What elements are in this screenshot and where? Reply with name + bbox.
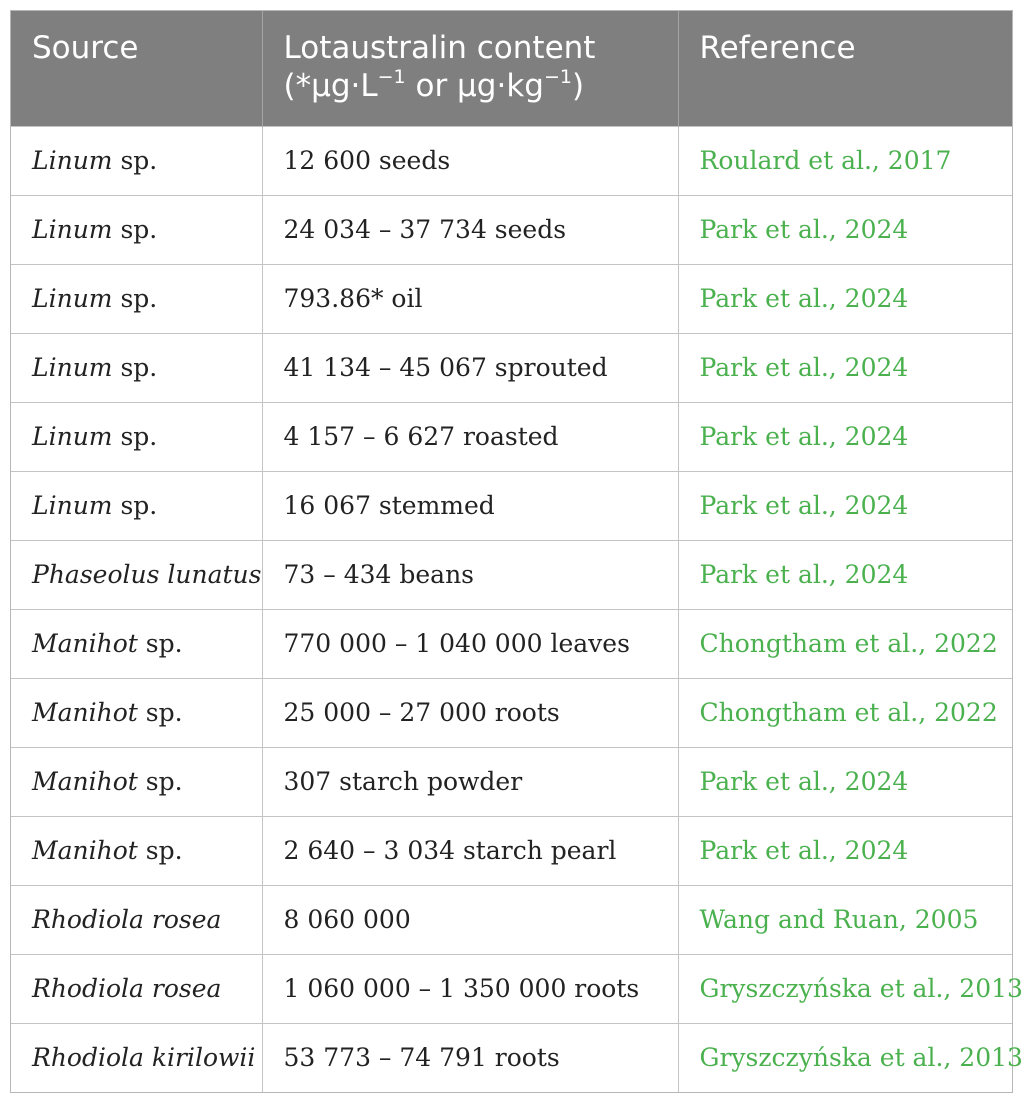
content-cell: 41 134 – 45 067 sprouted [262, 333, 678, 402]
source-genus: Rhodiola rosea [32, 974, 222, 1003]
source-cell [11, 885, 262, 954]
source-cell [11, 126, 262, 195]
source-cell [11, 264, 262, 333]
source-cell [11, 195, 262, 264]
table-row [11, 402, 1012, 471]
reference-link[interactable]: Park et al., 2024 [678, 540, 1012, 609]
table-row [11, 954, 1012, 1023]
content-cell: 770 000 – 1 040 000 leaves [262, 609, 678, 678]
reference-link[interactable]: Park et al., 2024 [678, 816, 1012, 885]
source-suffix: sp. [112, 215, 158, 244]
table-row [11, 885, 1012, 954]
reference-link[interactable]: Park et al., 2024 [678, 402, 1012, 471]
source-cell [11, 471, 262, 540]
data-table [11, 11, 1023, 1092]
source-genus: Manihot [32, 836, 138, 865]
source-cell [11, 954, 262, 1023]
content-cell: 25 000 – 27 000 roots [262, 678, 678, 747]
table-row [11, 540, 1012, 609]
table-row [11, 609, 1012, 678]
source-genus: Linum [32, 215, 113, 244]
source-genus: Linum [32, 353, 113, 382]
content-cell: 793.86* oil [262, 264, 678, 333]
header-content-sup1: −1 [377, 65, 406, 88]
table-body [11, 126, 1023, 1092]
reference-link[interactable]: Chongtham et al., 2022 [678, 609, 1012, 678]
content-cell: 307 starch powder [262, 747, 678, 816]
table-row [11, 816, 1012, 885]
source-cell [11, 402, 262, 471]
reference-link[interactable]: Gryszczyńska et al., 2013 [678, 1023, 1012, 1092]
source-suffix: sp. [137, 698, 183, 727]
content-cell: 2 640 – 3 034 starch pearl [262, 816, 678, 885]
source-cell [11, 333, 262, 402]
content-cell: 12 600 seeds [262, 126, 678, 195]
header-content [262, 11, 678, 126]
reference-link[interactable]: Park et al., 2024 [678, 264, 1012, 333]
source-cell [11, 747, 262, 816]
reference-link[interactable]: Park et al., 2024 [678, 747, 1012, 816]
reference-link[interactable]: Roulard et al., 2017 [678, 126, 1012, 195]
source-cell [11, 816, 262, 885]
source-genus: Manihot [32, 767, 138, 796]
table-row [11, 471, 1012, 540]
source-suffix: sp. [137, 767, 183, 796]
reference-link[interactable]: Park et al., 2024 [678, 195, 1012, 264]
reference-link[interactable]: Gryszczyńska et al., 2013 [678, 954, 1012, 1023]
source-suffix: sp. [112, 422, 158, 451]
content-cell: 24 034 – 37 734 seeds [262, 195, 678, 264]
header-content-unit-b: or μg·kg [405, 68, 544, 104]
content-cell: 4 157 – 6 627 roasted [262, 402, 678, 471]
source-cell [11, 609, 262, 678]
table-row [11, 333, 1012, 402]
header-content-unit-c: ) [571, 68, 585, 104]
header-source: Source [11, 11, 262, 126]
header-reference: Reference [678, 11, 1012, 126]
table-row [11, 678, 1012, 747]
content-cell: 16 067 stemmed [262, 471, 678, 540]
table-row [11, 195, 1012, 264]
header-row [11, 11, 1012, 126]
source-suffix: sp. [137, 629, 183, 658]
header-content-unit-a: (*μg·L [283, 68, 378, 104]
source-genus: Manihot [32, 698, 138, 727]
reference-link[interactable]: Chongtham et al., 2022 [678, 678, 1012, 747]
content-cell: 73 – 434 beans [262, 540, 678, 609]
source-suffix: sp. [112, 284, 158, 313]
source-genus: Linum [32, 422, 113, 451]
source-cell [11, 1023, 262, 1092]
source-suffix: sp. [112, 491, 158, 520]
source-genus: Rhodiola rosea [32, 905, 222, 934]
source-genus: Linum [32, 284, 113, 313]
source-suffix: sp. [112, 146, 158, 175]
content-cell: 53 773 – 74 791 roots [262, 1023, 678, 1092]
reference-link[interactable]: Park et al., 2024 [678, 333, 1012, 402]
source-genus: Linum [32, 146, 113, 175]
table-row [11, 264, 1012, 333]
header-content-sup2: −1 [543, 65, 572, 88]
table-row [11, 1023, 1012, 1092]
lotaustralin-table [10, 10, 1023, 1093]
source-genus: Manihot [32, 629, 138, 658]
source-genus: Phaseolus lunatus [32, 560, 262, 589]
source-suffix: sp. [137, 836, 183, 865]
source-cell [11, 540, 262, 609]
table-header [11, 11, 1012, 126]
table-row [11, 747, 1012, 816]
table-row [11, 126, 1012, 195]
content-cell: 8 060 000 [262, 885, 678, 954]
source-genus: Linum [32, 491, 113, 520]
source-genus: Rhodiola kirilowii [32, 1043, 256, 1073]
content-cell: 1 060 000 – 1 350 000 roots [262, 954, 678, 1023]
source-suffix: sp. [112, 353, 158, 382]
source-cell [11, 678, 262, 747]
header-content-line1: Lotaustralin content [283, 30, 596, 66]
reference-link[interactable]: Wang and Ruan, 2005 [678, 885, 1012, 954]
reference-link[interactable]: Park et al., 2024 [678, 471, 1012, 540]
